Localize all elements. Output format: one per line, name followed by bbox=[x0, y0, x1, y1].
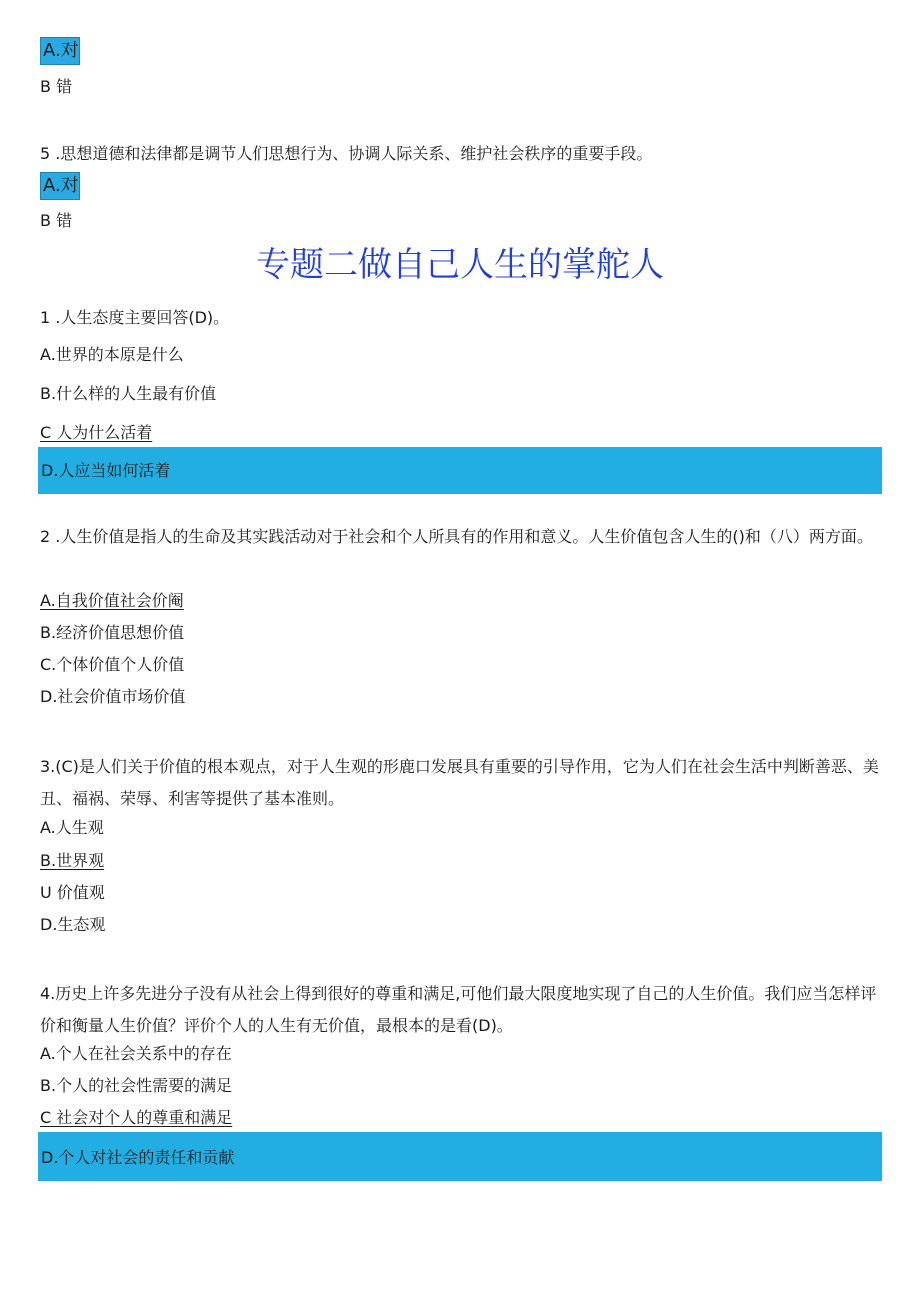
option-a: A.世界的本原是什么 bbox=[40, 345, 184, 364]
question-5-text: 5 .思想道德和法律都是调节人们思想行为、协调人际关系、维护社会秩序的重要手段。 bbox=[40, 144, 653, 163]
option-b: B 错 bbox=[40, 77, 73, 96]
option-d: D.社会价值市场价值 bbox=[40, 687, 186, 706]
option-c: C.个体价值个人价值 bbox=[40, 655, 185, 674]
question-1-text: 1 .人生态度主要回答(D)。 bbox=[40, 308, 230, 327]
option-b: B.什么样的人生最有价值 bbox=[40, 384, 217, 403]
option-d: D.生态观 bbox=[40, 915, 106, 934]
answer-highlight bbox=[38, 1132, 882, 1181]
option-b: B.世界观 bbox=[40, 851, 105, 870]
answer-badge-a: A.对 bbox=[40, 172, 80, 200]
answer-highlight bbox=[38, 447, 882, 494]
option-c: U 价值观 bbox=[40, 883, 105, 902]
option-a: A.自我价值社会价阉 bbox=[40, 591, 184, 610]
question-3-text: 3.(C)是人们关于价值的根本观点，对于人生观的形鹿口发展具有重要的引导作用，它为人们在社会生活中判断善恶、美丑、福祸、荣辱、利害等提供了基本准则。 bbox=[40, 757, 879, 808]
answer-badge-a: A.对 bbox=[40, 37, 80, 65]
option-b: B 错 bbox=[40, 211, 73, 230]
option-b: B.经济价值思想价值 bbox=[40, 623, 185, 642]
option-d-answer: D.个人对社会的责任和贡献 bbox=[41, 1148, 235, 1167]
option-c: C 人为什么活着 bbox=[40, 423, 153, 442]
section-title: 专题二做自己人生的掌舵人 bbox=[256, 245, 664, 285]
question-4-text: 4.历史上许多先进分子没有从社会上得到很好的尊重和满足,可他们最大限度地实现了自己的人生价值。我们应当怎样评价和衡量人生价值？评价个人的人生有无价值，最根本的是看(D)。 bbox=[40, 984, 877, 1035]
option-a: A.人生观 bbox=[40, 818, 104, 837]
option-b: B.个人的社会性需要的满足 bbox=[40, 1076, 233, 1095]
option-a: A.个人在社会关系中的存在 bbox=[40, 1044, 232, 1063]
question-2-text: 2 .人生价值是指人的生命及其实践活动对于社会和个人所具有的作用和意义。人生价值包含人生的()和（八）两方面。 bbox=[40, 527, 873, 546]
option-d-answer: D.人应当如何活着 bbox=[41, 461, 171, 480]
option-c: C 社会对个人的尊重和满足 bbox=[40, 1108, 233, 1127]
